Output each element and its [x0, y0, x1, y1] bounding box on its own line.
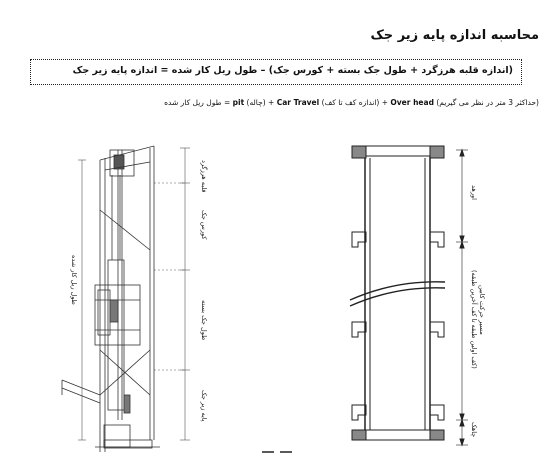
shaft-section-drawing [350, 146, 468, 445]
label-sheave: قلبه هرزگرد [200, 160, 208, 193]
label-jack-closed-length: طول جک بسته [200, 300, 208, 341]
eq-cartravel: Car Travel [276, 98, 320, 107]
label-pit: چاهک [470, 422, 478, 438]
eq-part2: + (اندازه کف تا کف) [319, 98, 391, 107]
eq-part3: + (چاله) [244, 98, 277, 107]
eq-pit: pit [232, 98, 245, 107]
eq-part1: (حداکثر 3 متر در نظر می گیریم) [433, 98, 539, 107]
label-overhead: اورهد [470, 185, 478, 200]
page-title: محاسبه اندازه پایه زیر جک [370, 28, 539, 43]
eq-overhead: Over head [390, 98, 434, 107]
label-rail-length: طول ریل کار شده [70, 255, 78, 305]
jack-elevator-drawing [62, 146, 190, 452]
label-car-travel: مسیر حرکت کابین [478, 285, 486, 335]
label-jack-stroke: کورس جک [200, 210, 208, 240]
label-floor-to-floor: (کف اولین طبقه تا کف آخرین طبقه) [470, 270, 478, 369]
formula-text: (اندازه قلبه هرزگرد + طول جک بسته + کورس جک) – طول ریل کار شده = اندازه پایه زیر جک [72, 65, 513, 76]
label-jack-base: پایه زیر جک [200, 390, 208, 422]
eq-part4: = طول ریل کار شده [164, 98, 233, 107]
